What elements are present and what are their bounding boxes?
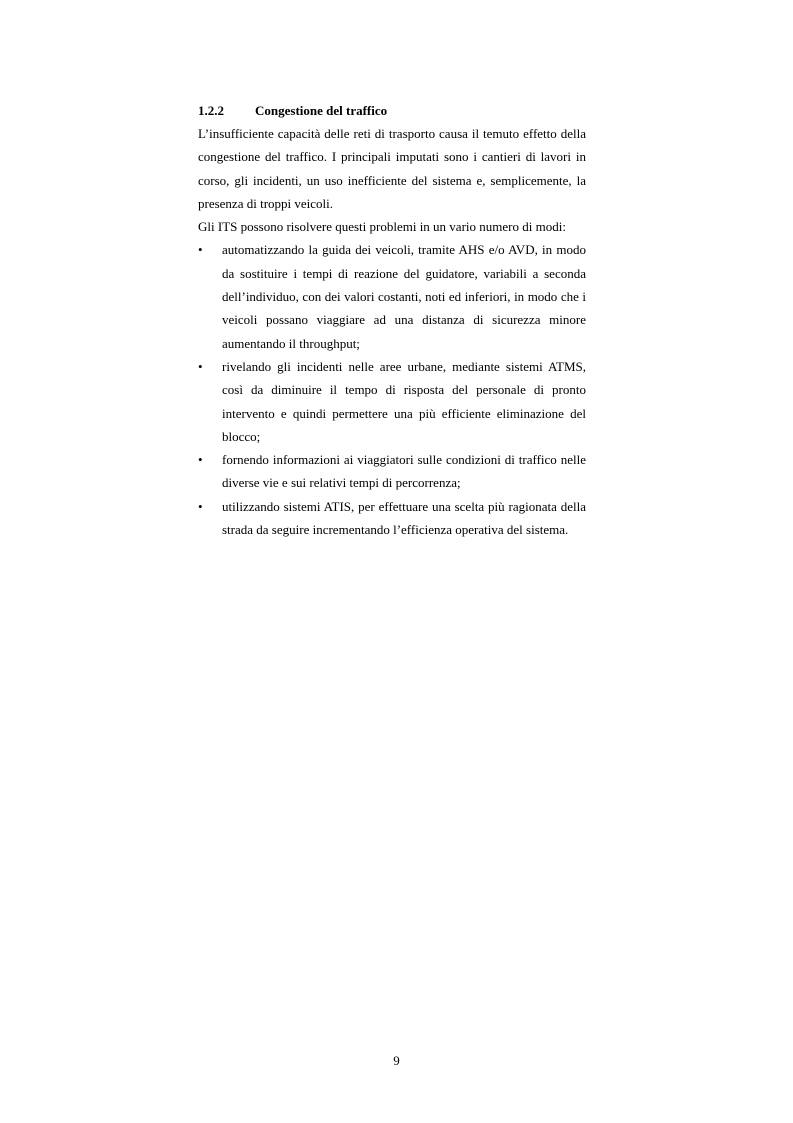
list-item-text: automatizzando la guida dei veicoli, tramite AHS e/o AVD, in modo da sostituire i tempi di reazione del guidatore, variabili a seconda dell’individuo, con dei valori costanti, noti ed inferiori, in modo che i veicoli possano viaggiare ad una distanza di sicurezza minore aumentando il throughput; [222, 242, 586, 351]
list-item [198, 238, 586, 354]
section-number: 1.2.2 [198, 103, 224, 118]
list-item-text: utilizzando sistemi ATIS, per effettuare una scelta più ragionata della strada da seguire incrementando l’efficienza operativa del sistema. [222, 498, 586, 538]
bullet-icon: • [198, 358, 203, 374]
bullet-icon: • [198, 452, 203, 468]
bullet-list [198, 238, 586, 541]
list-item [198, 448, 586, 495]
bullet-icon: • [198, 242, 203, 258]
paragraph-intro-congestion: L’insufficiente capacità delle reti di trasporto causa il temuto effetto della congestione del traffico. I principali imputati sono i cantieri di lavori in corso, gli incidenti, un uso inefficiente del sistema e, semplicemente, la presenza di troppi veicoli. [198, 126, 586, 211]
paragraph-its-intro: Gli ITS possono risolvere questi problemi in un vario numero di modi: [198, 219, 566, 235]
document-page [198, 100, 586, 541]
list-item [198, 495, 586, 542]
list-item [198, 355, 586, 448]
bullet-icon: • [198, 498, 203, 514]
list-item-text: rivelando gli incidenti nelle aree urbane, mediante sistemi ATMS, così da diminuire il tempo di risposta del personale di pronto intervento e quindi permettere una più efficiente eliminazione del blocco; [222, 358, 586, 444]
list-item-text: fornendo informazioni ai viaggiatori sulle condizioni di traffico nelle diverse vie e sui relativi tempi di percorrenza; [222, 452, 586, 491]
section-title: Congestione del traffico [255, 103, 388, 118]
section-heading [198, 100, 586, 122]
page-number: 9 [393, 1053, 400, 1068]
